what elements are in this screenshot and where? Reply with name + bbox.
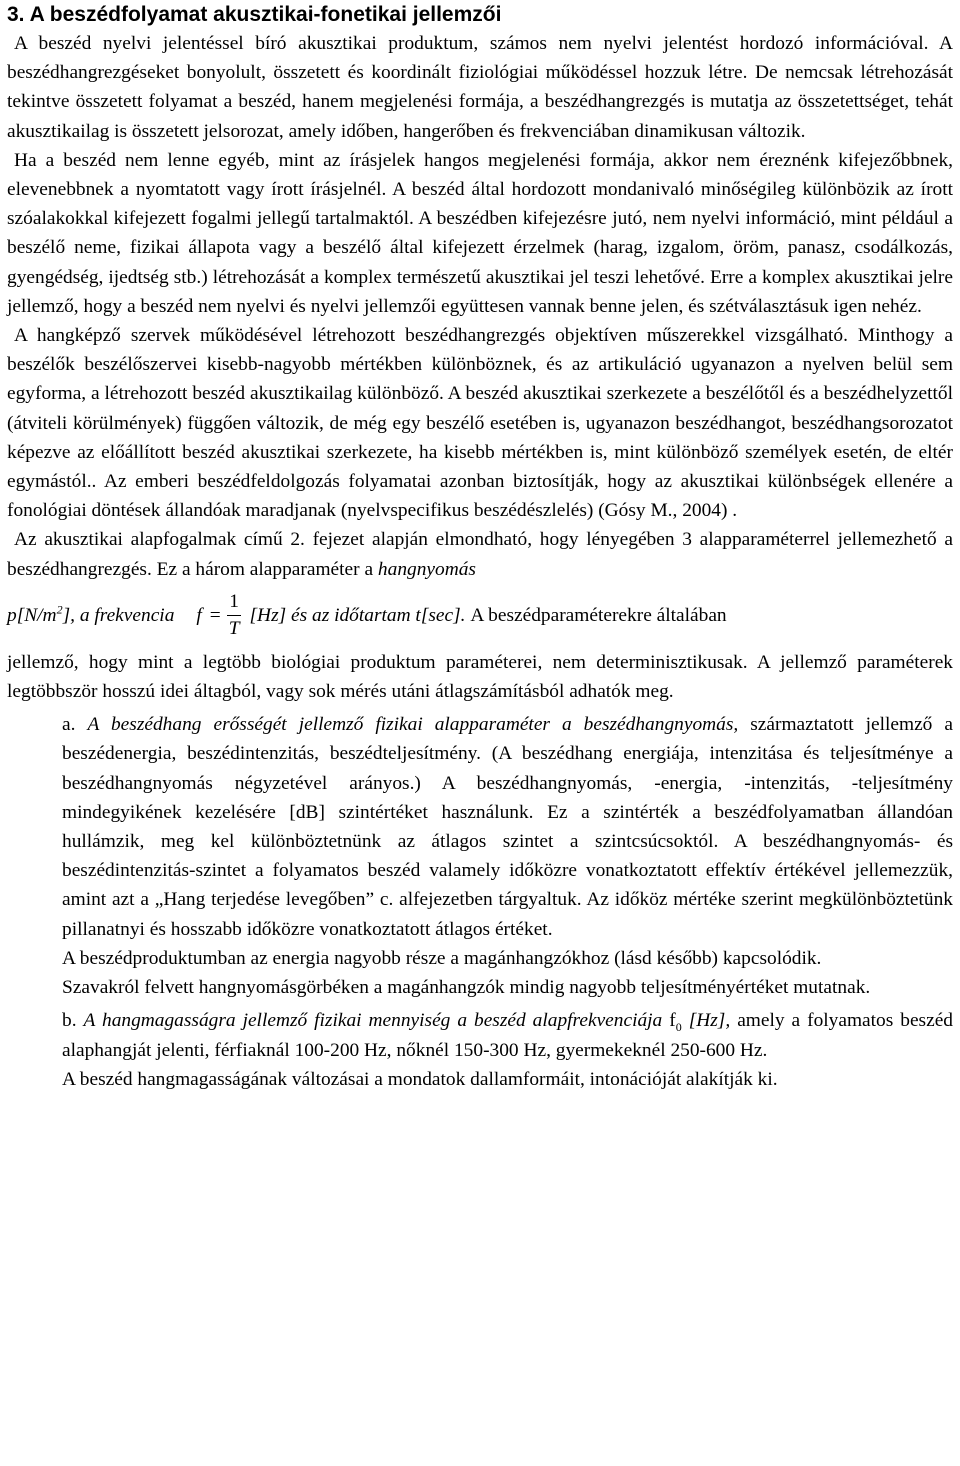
item-b-unit: [Hz], [688,1010,731,1032]
item-b-intonation: A beszéd hangmagasságának változásai a mondatok dallamformáit, intonációját alakítják ki. [62,1068,778,1090]
paragraph-nonlinguistic: Ha a beszéd nem lenne egyéb, mint az írásjelek hangos megjelenési formája, akkor nem éreznénk kifejezőbbnek, elevenebbnek a nyomtatott vagy írott írásjelnél. A beszéd által hordozott mondanivaló minőségileg különbözik az írott szóalakokkal kifejezett fogalmi jellegű tartalmaktól. A beszédben kifejezésre jutó, nem nyelvi információ, mint például a beszélő neme, fizikai állapota vagy a beszélő által kifejezett érzelmek (harag, izgalom, öröm, panasz, csodálkozás, gyengédség, ijedtség stb.) létrehozását a komplex természetű akusztikai jel teszi lehetővé. Erre a komplex akusztikai jelre jellemző, hogy a beszéd nem nyelvi és nyelvi jellemzői együttesen vannak benne jelen, és szétválasztásuk igen nehéz. [7,149,953,317]
pressure-exponent: 2 [56,602,63,617]
fraction-numerator: 1 [227,589,241,616]
item-a-energy: A beszédproduktumban az energia nagyobb része a magánhangzókhoz (lásd később) kapcsolódik. [62,947,822,969]
paragraph-nondeterministic: jellemző, hogy mint a legtöbb biológiai produktum paraméterei, nem determinisztikusak. A jellemző paraméterek legtöbbször hosszú idei áltagból, vagy sok mérés utáni átlagszámításból adhatók meg. [7,651,953,703]
frequency-formula-line [7,584,953,648]
item-a-vowels: Szavakról felvett hangnyomásgörbéken a magánhangzók mindig nagyobb teljesítményértéket mutatnak. [62,977,871,999]
formula-f: f [196,605,202,627]
paragraph-intro: A beszéd nyelvi jelentéssel bíró akusztikai produktum, számos nem nyelvi jelentést hordozó információval. A beszédhangrezgéseket bonyolult, összetett és koordinált fiziológiai működéssel hozzuk létre. De nemcsak létrehozását tekintve összetett folyamat a beszéd, hanem megjelenési formája, a beszédhangrezgés is mutatja az összetettséget, tehát akusztikailag is összetett jelsorozat, amely időben, hangerőben és frekvenciában dinamikusan változik. [7,33,953,142]
pressure-unit: $p[N/m^2]$, a frekvencia [7,602,175,627]
paragraph-acoustic-structure: A hangképző szervek működésével létrehozott beszédhangrezgés objektíven műszerekkel vizsgálható. Minthogy a beszélők beszélőszervei kisebb-nagyobb mértékben különböznek, és az artikuláció ugyanazon a nyelven belül sem egyforma, a létrehozott beszéd akusztikailag különböző. A beszéd akusztikai szerkezete a beszélőtől és a beszédhelyzettől (átviteli körülmények) függően változik, de még egy beszélő esetében is, ugyanazon beszédhangot, beszédhangsorozatot képezve az előállított beszéd akusztikai szerkezete, ha kisebb mértékben is, mint különböző személyek esetén, de eltér egymástól.. Az emberi beszédfeldolgozás folyamatai azonban biztosítják, hogy az akusztikai különbségek ellenére a fonológiai döntések állandóak maradjanak (nyelvspecifikus beszédészlelés) (Gósy M., 2004) . [7,325,953,522]
item-a-text: származtatott jellemző a beszédenergia, beszédintenzitás, beszédteljesítmény. (A beszédhang energiája, intenzitása és teljesítménye a beszédhangnyomás négyzetével arányos.) A beszédhangnyomás, -energia, -intenzitás, -teljesítmény mindegyikének kezelésére [dB] szintértéket használunk. Ez a szintérték a beszédfolyamatban állandóan hullámzik, meg kel különböztetnünk az átlagos szintet a szintcsúcsoktól. A beszédhangnyomás- és beszédintenzitás-szintet a folyamatos beszéd valamely időközre vonatkoztatott effektív értékével jellemezzük, amint azt a „Hang terjedése levegőben” c. alfejezetben tárgyaltuk. Az időköz mértéke szerint megkülönböztetünk pillanatnyi és hosszabb időközre vonatkoztatott átlagos értéket. [62,714,953,940]
formula-trailing-text: A beszédparaméterekre általában [470,605,727,627]
formula-equals: = [209,605,221,627]
formula-fraction [227,589,242,642]
item-b [62,1006,953,1064]
section-heading: 3. A beszédfolyamat akusztikai-fonetikai jellemzői [7,3,502,26]
item-a-italic: A beszédhang erősségét jellemző fizikai alapparaméter a beszédhangnyomás, [87,714,739,736]
paragraph-base-parameters [7,525,953,583]
fraction-denominator: T [228,618,240,640]
item-b-text: amely a folyamatos beszéd alaphangját jelenti, férfiaknál 100-200 Hz, nőknél 150-300 Hz, gyermekeknél 250-600 Hz. [62,1010,954,1061]
item-a-label: a. [62,714,76,736]
formula-units-text: [Hz] és az időtartam t[sec]. [249,605,466,627]
term-hangnyomas: hangnyomás [377,558,476,580]
item-a [62,710,953,944]
item-b-italic: A hangmagasságra jellemző fizikai mennyiség a beszéd alapfrekvenciája [83,1010,663,1032]
paragraph-base-parameters-text: Az akusztikai alapfogalmak című 2. fejezet alapján elmondható, hogy lényegében 3 alapparaméterrel jellemezhető a beszédhangrezgés. Ez a három alapparaméter a [7,529,953,580]
item-b-label: b. [62,1010,77,1032]
item-b-f0: $f_0$ [669,1010,682,1035]
